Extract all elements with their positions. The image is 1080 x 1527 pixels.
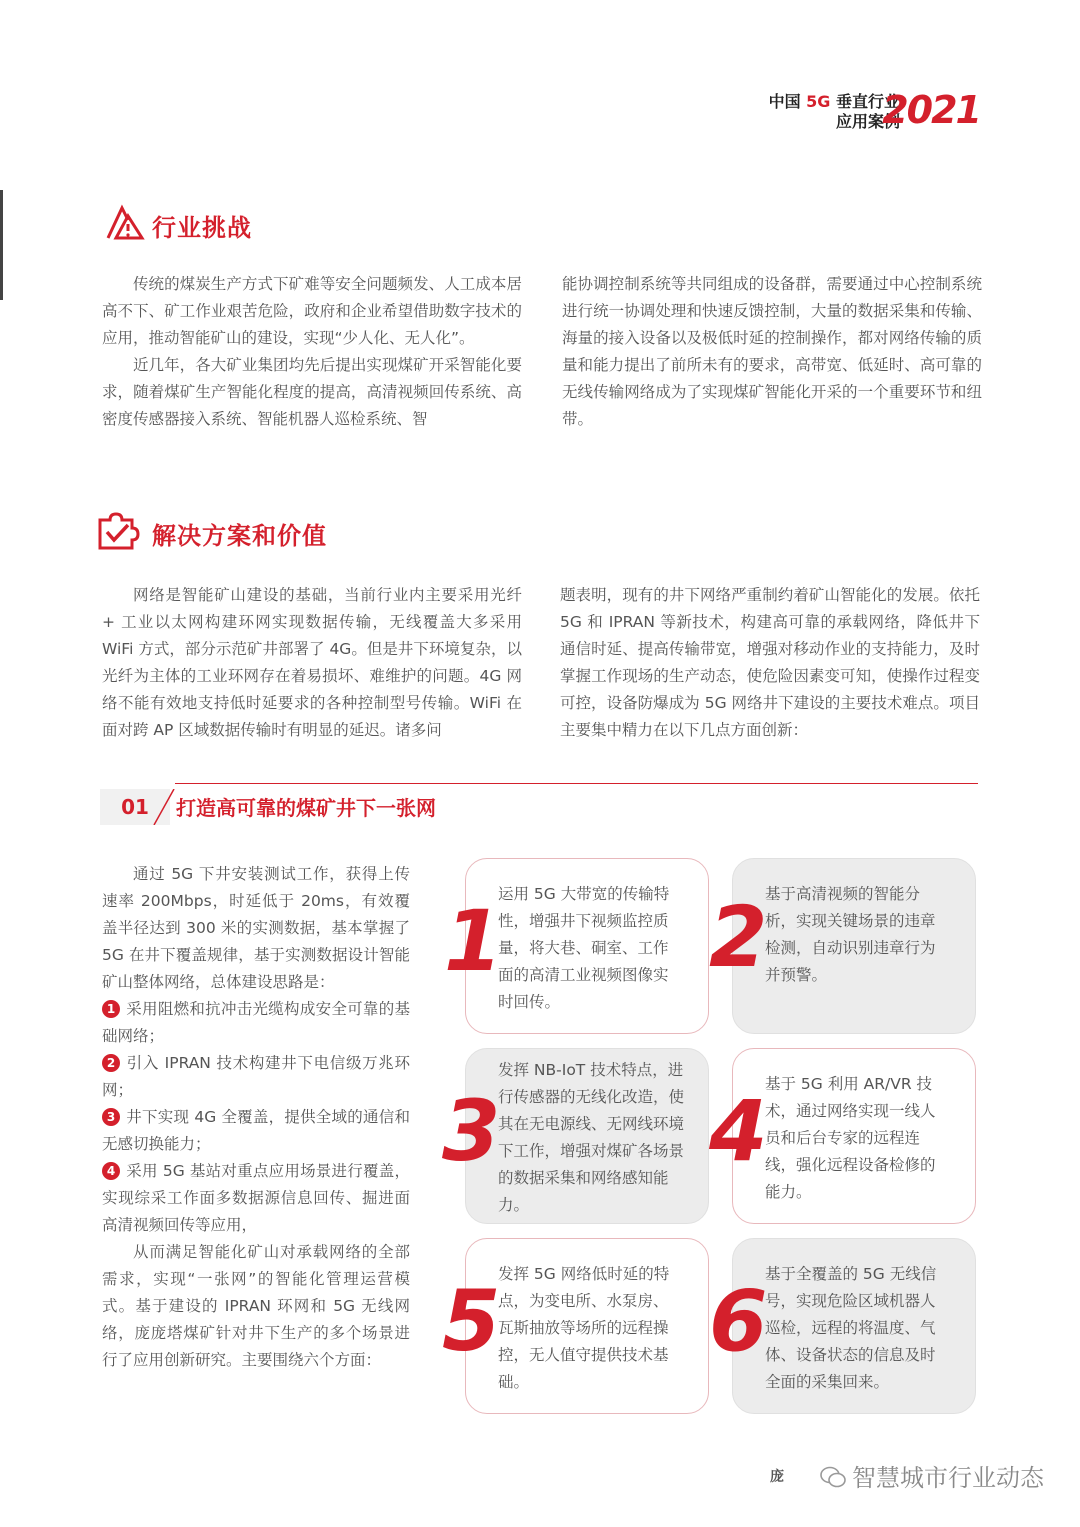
- subsection-title: 打造高可靠的煤矿井下一张网: [176, 796, 436, 820]
- header-line2: 应用案例: [835, 112, 900, 131]
- subsection-rule: [175, 783, 978, 784]
- footer-watermark: [820, 1458, 1044, 1493]
- list-item-text: 采用 5G 基站对重点应用场景进行覆盖，实现综采工作面多数据源信息回传、掘进面高清视频回传等应用，: [102, 1162, 410, 1234]
- subsection-slash-decor: [150, 789, 176, 825]
- left-edge-rule: [0, 190, 3, 300]
- list-number-badge: 3: [102, 1108, 120, 1126]
- section2-paragraph-1: 网络是智能矿山建设的基础，当前行业内主要采用光纤 + 工业以太网构建环网实现数据传输，无线覆盖大多采用 WiFi 方式，部分示范矿井部署了 4G。但是井下环境复杂，以光纤为主体的工业环网存在着易损坏、难维护的问题。4G 网络不能有效地支持低时延要求的各种控制型号传输。WiFi 在面对跨 AP 区域数据传输时有明显的延迟。诸多问: [102, 586, 522, 739]
- card-text: 基于 5G 利用 AR/VR 技术，通过网络实现一线人员和后台专家的远程连线，强化远程设备检修的能力。: [765, 1075, 936, 1201]
- feature-card-5: [442, 1238, 709, 1414]
- section1-right-column: [562, 271, 982, 433]
- header-line1-suffix: 垂直行业: [830, 92, 900, 111]
- section1-paragraph-2: 近几年，各大矿业集团均先后提出实现煤矿开采智能化要求，随着煤矿生产智能化程度的提高，高清视频回传系统、高密度传感器接入系统、智能机器人巡检系统、智: [102, 356, 522, 428]
- feature-card-4: [709, 1048, 976, 1224]
- feature-card-6: [709, 1238, 976, 1414]
- card-text: 基于全覆盖的 5G 无线信号，实现危险区域机器人巡检，远程的将温度、气体、设备状态的信息及时全面的采集回来。: [765, 1265, 937, 1391]
- card-text: 基于高清视频的智能分析，实现关键场景的违章检测，自动识别违章行为并预警。: [765, 885, 936, 984]
- list-item-text: 采用阻燃和抗冲击光缆构成安全可靠的基础网络；: [102, 1000, 410, 1045]
- header-line1-accent: 5G: [806, 92, 831, 111]
- subsection-intro: 通过 5G 下井安装测试工作，获得上传速率 200Mbps，时延低于 20ms，有效覆盖半径达到 300 米的实测数据，基本掌握了 5G 在井下覆盖规律，基于实测数据设计智能矿山整体网络，总体建设思路是：: [102, 865, 410, 991]
- watermark-text: 智慧城市行业动态: [852, 1464, 1044, 1492]
- section1-title: 行业挑战: [152, 214, 252, 242]
- card-number: 1: [444, 892, 503, 990]
- puzzle-check-icon: [96, 510, 142, 552]
- card-text: 发挥 5G 网络低时延的特点，为变电所、水泵房、瓦斯抽放等场所的远程操控，无人值守提供技术基础。: [498, 1265, 670, 1391]
- list-item-text: 井下实现 4G 全覆盖，提供全域的通信和无感切换能力；: [102, 1108, 410, 1153]
- section1-paragraph-3: 能协调控制系统等共同组成的设备群，需要通过中心控制系统进行统一协调处理和快速反馈控制，大量的数据采集和传输、海量的接入设备以及极低时延的控制操作，都对网络传输的质量和能力提出了前所未有的要求，高带宽、低延时、高可靠的无线传输网络成为了实现煤矿智能化开采的一个重要环节和纽带。: [562, 275, 982, 428]
- card-number: 4: [709, 1082, 768, 1180]
- subsection-outro: 从而满足智能化矿山对承载网络的全部需求，实现“一张网”的智能化管理运营模式。基于建设的 IPRAN 环网和 5G 无线网络，庞庞塔煤矿针对井下生产的多个场景进行了应用创新研究。主要围绕六个方面：: [102, 1243, 410, 1369]
- card-text: 运用 5G 大带宽的传输特性，增强井下视频监控质量，将大巷、硐室、工作面的高清工业视频图像实时回传。: [498, 885, 670, 1011]
- header-title: [769, 92, 900, 132]
- header-line1-prefix: 中国: [768, 92, 807, 111]
- feature-card-3: [442, 1048, 709, 1224]
- section2-left-column: [102, 582, 522, 744]
- list-item-text: 引入 IPRAN 技术构建井下电信级万兆环网；: [102, 1054, 410, 1099]
- section1-left-column: [102, 271, 522, 433]
- card-number: 3: [442, 1082, 501, 1180]
- section2-right-column: [560, 582, 980, 744]
- card-number: 6: [709, 1272, 768, 1370]
- warning-triangle-icon: [104, 202, 146, 242]
- card-number: 5: [442, 1272, 501, 1370]
- card-text: 发挥 NB-IoT 技术特点，进行传感器的无线化改造，使其在无电源线、无网线环境下工作，增强对煤矿各场景的数据采集和网络感知能力。: [498, 1061, 685, 1214]
- feature-card-2: [709, 858, 976, 1034]
- section1-paragraph-1: 传统的煤炭生产方式下矿难等安全问题频发、人工成本居高不下、矿工作业艰苦危险，政府和企业希望借助数字技术的应用，推动智能矿山的建设，实现“少人化、无人化”。: [102, 275, 522, 347]
- list-item: [102, 1158, 410, 1239]
- wechat-icon: [820, 1466, 846, 1488]
- feature-card-1: [444, 858, 709, 1034]
- header-year: 2021: [882, 88, 980, 132]
- section2-title: 解决方案和价值: [152, 522, 327, 550]
- list-number-badge: 4: [102, 1162, 120, 1180]
- list-item: [102, 1104, 410, 1158]
- list-number-badge: 2: [102, 1054, 120, 1072]
- subsection-left-column: [102, 861, 410, 1374]
- list-number-badge: 1: [102, 1000, 120, 1018]
- list-item: [102, 1050, 410, 1104]
- footer-page-label: 庞: [770, 1469, 784, 1485]
- section2-paragraph-2: 题表明，现有的井下网络严重制约着矿山智能化的发展。依托 5G 和 IPRAN 等新技术，构建高可靠的承载网络，降低井下通信时延、提高传输带宽，增强对移动作业的支持能力，及时掌握工作现场的生产动态，使危险因素变可知，使操作过程变可控，设备防爆成为 5G 网络井下建设的主要技术难点。项目主要集中精力在以下几点方面创新：: [560, 586, 980, 739]
- card-number: 2: [709, 888, 768, 986]
- subsection-number: 01: [100, 789, 170, 825]
- list-item: [102, 996, 410, 1050]
